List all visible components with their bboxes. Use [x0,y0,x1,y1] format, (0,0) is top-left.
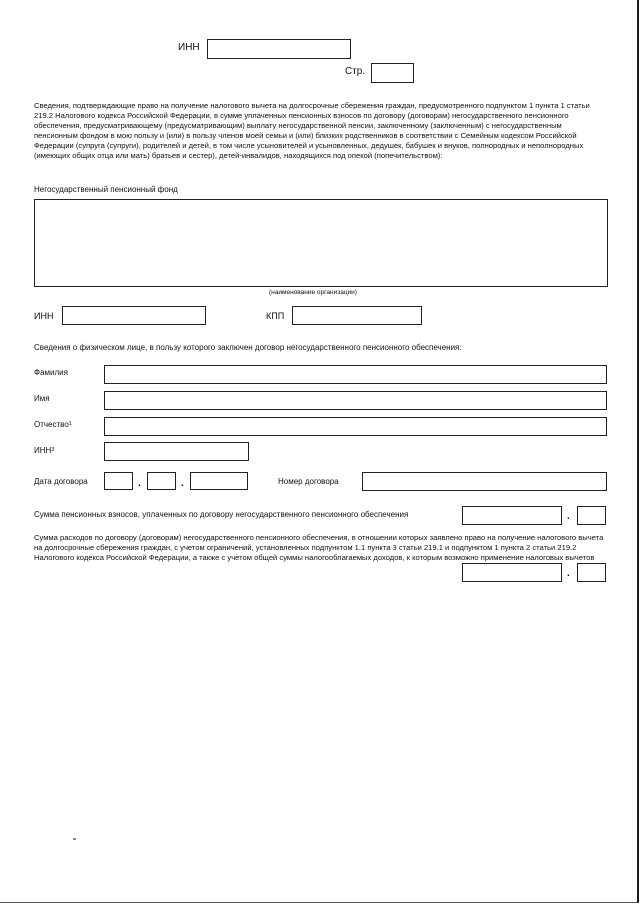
expenses-label: Сумма расходов по договору (договорам) негосударственного пенсионного обеспечения, в отношении которых заявлено право на получение налогового вычета на долгосрочные сбережения граждан, с учетом ограничений, установленных подпунктом 1.1 пункта 3 статьи 219.1 и подпунктом 1 пункта 2 статьи 219.2 Налогового кодекса Российской Федерации, а также с учетом общей суммы налогооблагаемых доходов, к которым возможно применение налоговых вычетов [34,533,604,562]
fund-inn-label: ИНН [34,311,54,321]
expenses-decimal-separator: . [567,568,570,579]
contract-number-label: Номер договора [278,477,339,486]
contributions-rubles-field[interactable] [462,506,562,525]
scan-speck [73,838,76,840]
contributions-decimal-separator: . [567,511,570,522]
contract-day-field[interactable] [104,472,133,490]
contract-date-label: Дата договора [34,477,88,486]
patronymic-footnote-mark: 1 [68,421,72,427]
intro-paragraph: Сведения, подтверждающие право на получение налогового вычета на долгосрочные сбережения граждан, предусмотренного подпунктом 1 пункта 1 статьи 219.2 Налогового кодекса Российской Федерации, в сумме уплаченных пенсионных взносов по договору (договорам) негосударственного пенсионного обеспечения, предусматривающему (предусматривающим) выплату негосударственной пенсии, заключенному (заключенным) с негосударственным пенсионным фондом в мою пользу и (или) в пользу членов моей семьи и (или) близких родственников в соответствии с Семейным кодексом Российской Федерации (супруга (супруги), родителей и детей, в том числе усыновителей и усыновленных, дедушек, бабушек и внуков, полнородных и неполнородных (имеющих общих отца или мать) братьев и сестер), детей-инвалидов, находящихся под опекой (попечительством): [34,101,590,160]
name-label: Имя [34,394,50,403]
patronymic-field[interactable] [104,417,607,436]
name-field[interactable] [104,391,607,410]
date-separator-1: . [138,478,141,489]
inn-footnote-mark: 3 [51,447,55,453]
fund-inn-field[interactable] [62,306,206,325]
fund-kpp-label: КПП [266,311,285,321]
surname-field[interactable] [104,365,607,384]
contributions-label: Сумма пенсионных взносов, уплаченных по договору негосударственного пенсионного обеспечения [34,510,409,519]
person-inn-label: ИНН$^3$ [34,446,55,455]
header-inn-field[interactable] [207,39,351,59]
contributions-kopecks-field[interactable] [577,506,606,525]
contract-month-field[interactable] [147,472,176,490]
patronymic-label: Отчество$^1$ [34,420,72,429]
date-separator-2: . [181,478,184,489]
surname-label: Фамилия [34,368,68,377]
expenses-kopecks-field[interactable] [577,563,606,582]
header-page-label: Стр. [345,66,366,77]
contract-number-field[interactable] [362,472,607,491]
fund-kpp-field[interactable] [292,306,422,325]
expenses-rubles-field[interactable] [462,563,562,582]
fund-label: Негосударственный пенсионный фонд [34,185,178,194]
header-inn-label: ИНН [178,42,200,53]
contract-year-field[interactable] [190,472,248,490]
fund-name-field[interactable] [34,199,608,287]
fund-name-caption: (наименование организации) [269,289,357,296]
header-page-field[interactable] [371,63,414,83]
person-heading: Сведения о физическом лице, в пользу которого заключен договор негосударственного пенсионного обеспечения: [34,343,462,352]
person-inn-field[interactable] [104,442,249,461]
